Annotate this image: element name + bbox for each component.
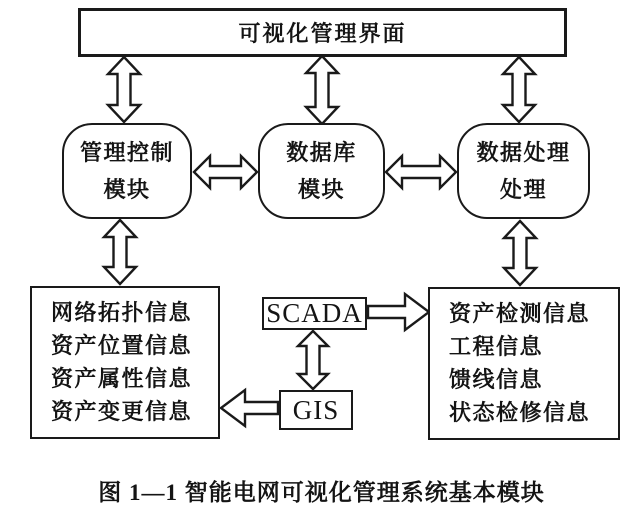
box-right-info [428, 287, 620, 440]
left-info-line-3: 资产属性信息 [51, 366, 193, 391]
double-arrow-management-to-database [194, 156, 257, 188]
data-processing-line2: 处理 [499, 177, 547, 202]
left-info-line-4: 资产变更信息 [51, 399, 193, 424]
box-visualization-ui [78, 8, 567, 57]
double-arrow-management-to-left-info [104, 220, 136, 284]
data-processing-line1: 数据处理 [476, 140, 571, 165]
database-module-line1: 数据库 [286, 140, 357, 165]
box-scada [262, 297, 367, 330]
double-arrow-database-to-dataprocessing [386, 156, 456, 188]
right-info-line-4: 状态检修信息 [449, 400, 591, 425]
box-data-processing-module [457, 123, 590, 219]
gis-label: GIS [292, 394, 340, 425]
double-arrow-ui-to-database-module [306, 56, 338, 124]
left-info-line-2: 资产位置信息 [51, 333, 193, 358]
figure-caption: 图 1—1 智能电网可视化管理系统基本模块 [98, 480, 545, 505]
right-info-line-1: 资产检测信息 [449, 301, 591, 326]
double-arrow-ui-to-management-module [108, 57, 140, 122]
box-gis [279, 390, 353, 430]
left-info-line-1: 网络拓扑信息 [51, 300, 193, 325]
arrow-scada-to-right-info [368, 294, 429, 330]
box-management-control-module [62, 123, 192, 219]
arrow-gis-to-left-info [221, 390, 278, 426]
scada-label: SCADA [266, 298, 363, 328]
management-control-line1: 管理控制 [79, 140, 174, 165]
box-database-module [258, 123, 385, 219]
double-arrow-ui-to-dataprocessing-module [503, 57, 535, 122]
box-left-info [30, 286, 220, 439]
right-info-line-3: 馈线信息 [449, 367, 544, 392]
database-module-line2: 模块 [297, 177, 345, 202]
right-info-line-2: 工程信息 [449, 334, 544, 359]
double-arrow-dataprocessing-to-right-info [504, 221, 536, 285]
management-control-line2: 模块 [103, 177, 151, 202]
box-visualization-ui-label: 可视化管理界面 [238, 21, 407, 46]
double-arrow-scada-to-gis [298, 331, 328, 389]
